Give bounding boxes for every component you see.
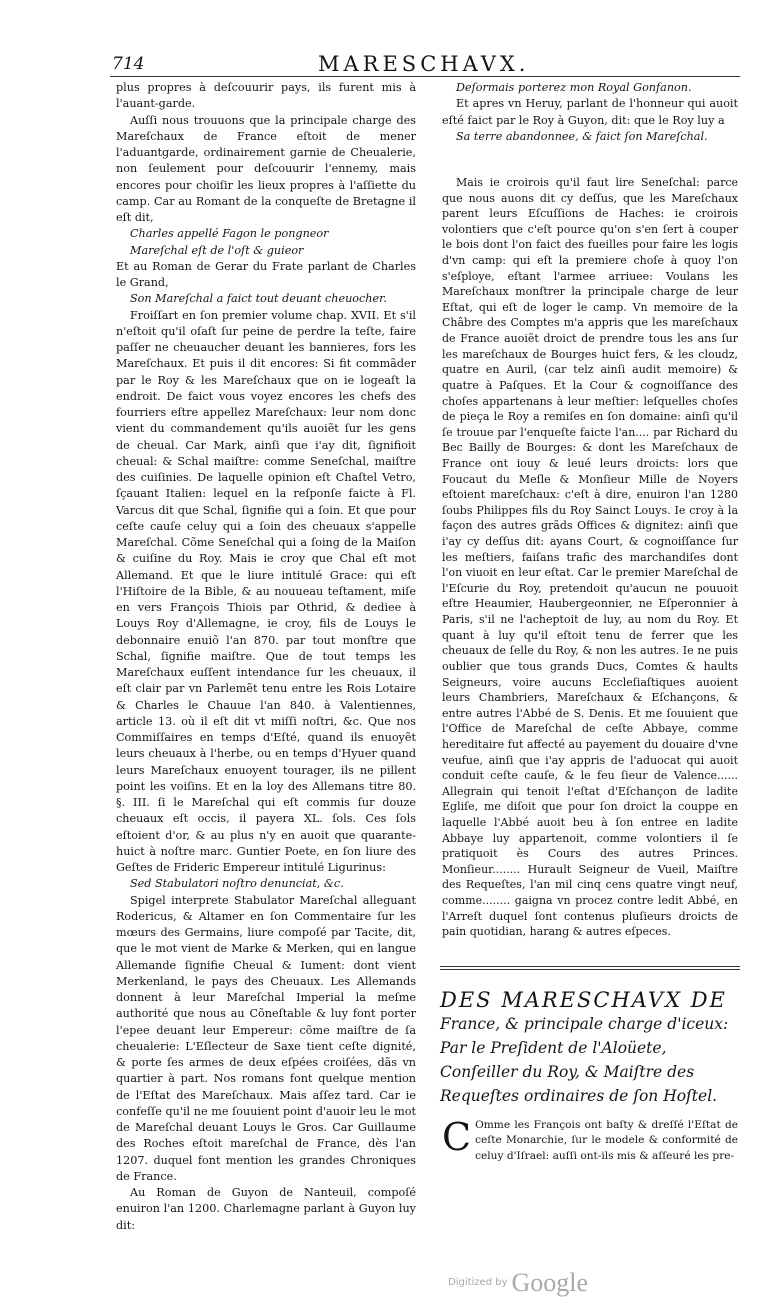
section-divider-top [440, 966, 740, 967]
section-heading-title: DES MARESCHAVX DE [440, 988, 727, 1012]
watermark-prefix: Digitized by [448, 1277, 508, 1288]
opening-text: Omme les François ont baſty & dreſſé l'Eſtat de ceſte Monarchie, ſur le modele & conformité de celuy d'Iſrael: auſſi ont-ils mis & aſſeuré les pre- [475, 1119, 738, 1162]
right-column-top [442, 80, 738, 145]
left-column [116, 80, 416, 1234]
text-paragraph: Et au Roman de Gerar du Frate parlant de Charles le Grand, [116, 259, 416, 289]
page-number: 714 [112, 54, 145, 74]
text-paragraph: Au Roman de Guyon de Nanteuil, compoſé enuiron l'an 1200. Charlemagne parlant à Guyon luy dit: [116, 1186, 416, 1232]
header-rule [110, 76, 740, 77]
opening-paragraph [442, 1115, 738, 1164]
verse-quote: Son Mareſchal a faict tout deuant cheuocher. [130, 292, 387, 306]
text-paragraph: Et apres vn Heruy, parlant de l'honneur qui auoit eſté faict par le Roy à Guyon, dit: que le Roy luy a [442, 97, 738, 127]
section-heading-subtitle: France, & principale charge d'iceux: Par le Preſident de l'Aloüete, Conſeiller du Roy, & Maiſtre des Requeſtes ordinaires de ſon Hoſtel. [440, 1015, 729, 1105]
section-heading [440, 988, 738, 1108]
body-paragraph: Mais ie croirois qu'il faut lire Seneſchal: parce que nous auons dit cy deſſus, que les Mareſchaux parent leurs Eſcuſſions de Haches: ie croirois volontiers que c'eſt pource qu'on s'en ſert à couper le bois dont l'on faict des fueilles pour faire les logis d'vn camp: qui eſt la premiere choſe à quoy l'on s'eſploye, eſtant l'armee arriuee: Voulans les Mareſchaux monſtrer la principale charge de leur Eſtat, qui eſt de loger le camp. Vn memoire de la Châbre des Comptes m'a appris que les mareſchaux de France auoiẽt droict de prendre tous les ans ſur les mareſchaux de Bourges huict fers, & les cloudz, quatre en Auril, (car telz ainſi audit memoire) & quatre à Paſques. Et la Cour & cognoiſſance des choſes appartenans à leur meſtier: leſquelles choſes de pieça le Roy a remiſes en ſon domaine: ainſi qu'il ſe trouue par l'enqueſte faicte l'an.... par Richard du Bec Bailly de Bourges: & dont les Mareſchaux de France ont iouy & leué leurs droicts: lors que Foucaut du Meſle & Monſieur Mille de Noyers eſtoient mareſchaux: c'eſt à dire, enuiron l'an 1280 ſoubs Philippes fils du Roy Sainct Louys. Ie croy à la façon des autres grãds Offices & dignitez: ainſi que i'ay cy deſſus dit: ayans Court, & cognoiſſance ſur les meſtiers, faiſans trafic des marchandiſes dont l'on viuoit en leur eſtat. Car le premier Mareſchal de l'Eſcurie du Roy, pretendoit qu'aucun ne pouuoit eſtre Heaumier, Haubergeonnier, ne Eſperonnier à Paris, s'il ne l'acheptoit de luy, au nom du Roy. Et quant à luy qu'il eſtoit tenu de ferrer que les cheuaux de ſelle du Roy, & non les autres. Ie ne puis oublier que tous grands Ducs, Comtes & haults Seigneurs, voire aucuns Eccleſiaſtiques auoient leurs Chambriers, Mareſchaux & Eſchançons, & entre autres l'Abbé de S. Denis. Et me ſouuient que l'Office de Mareſchal de ceſte Abbaye, comme hereditaire fut affecté au payement du douaire d'vne veufue, ainſi que i'ay appris de l'aduocat qui auoit conduit ceſte cauſe, & le feu ſieur de Valence...... Allegrain qui tenoit l'eſtat d'Eſchançon de ladite Egliſe, me diſoit que pour ſon droict la couppe en laquelle l'Abbé auoit beu à ſon entree en ladite Abbaye luy appartenoit, comme volontiers il ſe pratiquoit ès Cours des autres Princes. Monſieur........ Hurault Seigneur de Vueil, Maiſtre des Requeſtes, l'an mil cinq cens quatre vingt neuf, comme........ gaigna vn procez contre ledit Abbé, en l'Arreſt duquel ſont contenus pluſieurs droicts de pain quotidian, harang & autres eſpeces. [442, 176, 738, 939]
text-paragraph: Auſſi nous trouuons que la principale charge des Mareſchaux de France eſtoit de mener l'aduantgarde, ordinairement garnie de Cheualerie, non ſeulement pour deſcouurir l'ennemy, mais encores pour choiſir les lieux propres à l'aſſiette du camp. Car au Romant de la conqueſte de Bretagne il eſt dit, [116, 113, 416, 224]
running-title: MARESCHAVX. [318, 52, 530, 76]
verse-quote: Charles appellé Fagon le pongneor [130, 227, 329, 241]
verse-quote: Sa terre abandonnee, & faict ſon Mareſchal. [456, 129, 708, 143]
google-logo: Google [511, 1268, 589, 1297]
text-paragraph: plus propres à deſcouurir pays, ils furent mis à l'auant-garde. [116, 81, 416, 111]
right-column-body [442, 175, 738, 940]
text-paragraph: Spigel interprete Stabulator Mareſchal alleguant Rodericus, & Altamer en ſon Commentaire ſur les mœurs des Germains, liure compoſé par Tacite, dit, que le mot vient de Marke & Merken, qui en langue Allemande ſignifie Cheual & Iument: dont vient Merkenland, le pays des Cheuaux. Les Allemands donnent à leur Mareſchal Imperial la meſme authorité que nous au Cõneſtable & luy font porter l'epee deuant leur Empereur: cõme maiſtre de ſa cheualerie: L'Eſlecteur de Saxe tient ceſte dignité, & porte ſes armes de deux eſpées croiſées, dãs vn quartier à part. Nos romans font quelque mention de l'Eſtat des Mareſchaux. Mais aſſez tard. Car ie confeſſe qu'il ne me ſouuient point d'auoir leu le mot de Mareſchal deuant Louys le Gros. Car Guillaume des Roches eſtoit mareſchal de France, dès l'an 1207. duquel font mention les grandes Chroniques de France. [116, 893, 416, 1183]
text-paragraph: Froiſſart en ſon premier volume chap. XVII. Et s'il n'eſtoit qu'il oſaſt ſur peine de perdre la teſte, faire paſſer ne cheuaucher deuant les bannieres, fors les Mareſchaux. Et puis il dit encores: Si fit commãder par le Roy & les Mareſchaux que on ie logeaſt la endroit. De faict vous voyez encores les chefs des fourriers eſtre appellez Mareſchaux: leur nom donc vient du commandement qu'ils auoiẽt ſur les gens de cheual. Car Mark, ainſi que i'ay dit, ſignifioit cheual: & Schal maiſtre: comme Seneſchal, maiſtre des cuiſinies. De laquelle opinion eſt Chaſtel Vetro, ſçauant Italien: lequel en la reſponſe faicte à Fl. Varcus dit que Schal, ſignifie qui a ſoin. Et que pour ceſte cauſe celuy qui a ſoin des cheuaux s'appelle Mareſchal. Cõme Seneſchal qui a ſoing de la Maiſon & cuiſine du Roy. Mais ie croy que Chal eſt mot Allemand. Et que le liure intitulé Grace: qui eſt l'Hiſtoire de la Bible, & au nouueau teſtament, miſe en vers François Thiois par Othrid, & dediee à Louys Roy d'Allemagne, ie croy, fils de Louys le debonnaire enuiõ l'an 870. par tout monſtre que Schal, ſignifie maiſtre. Que de tout temps les Mareſchaux euſſent intendance ſur les cheuaux, il eſt clair par vn Parlemẽt tenu entre les Rois Lotaire & Charles le Chauue l'an 840. à Valentiennes, article 13. où il eſt dit vt miſſi noſtri, &c. Que nos Commiſſaires en temps d'Eſté, quand ils enuoyẽt leurs cheuaux à l'herbe, ou en temps d'Hyuer quand leurs Mareſchaux enuoyent tourager, ils ne pillent point les voiſins. Et en la loy des Allemans titre 80. §. III. ſi le Mareſchal qui eſt commis ſur douze cheuaux eſt occis, il payera XL. ſols. Ces ſols eſtoient d'or, & au plus n'y en auoit que quarante-huict à noſtre marc. Guntier Poete, en ſon liure des Geſtes de Frideric Empereur intitulé Ligurinus: [116, 308, 416, 874]
verse-quote: Deſormais porterez mon Royal Gonfanon. [456, 81, 692, 94]
google-watermark [448, 1268, 588, 1298]
verse-quote: Sed Stabulatori noſtro denunciat, &c. [130, 877, 344, 891]
verse-quote: Mareſchal eſt de l'oſt & guieor [130, 243, 304, 257]
drop-cap: C [442, 1115, 472, 1159]
section-divider-bottom [440, 969, 740, 970]
